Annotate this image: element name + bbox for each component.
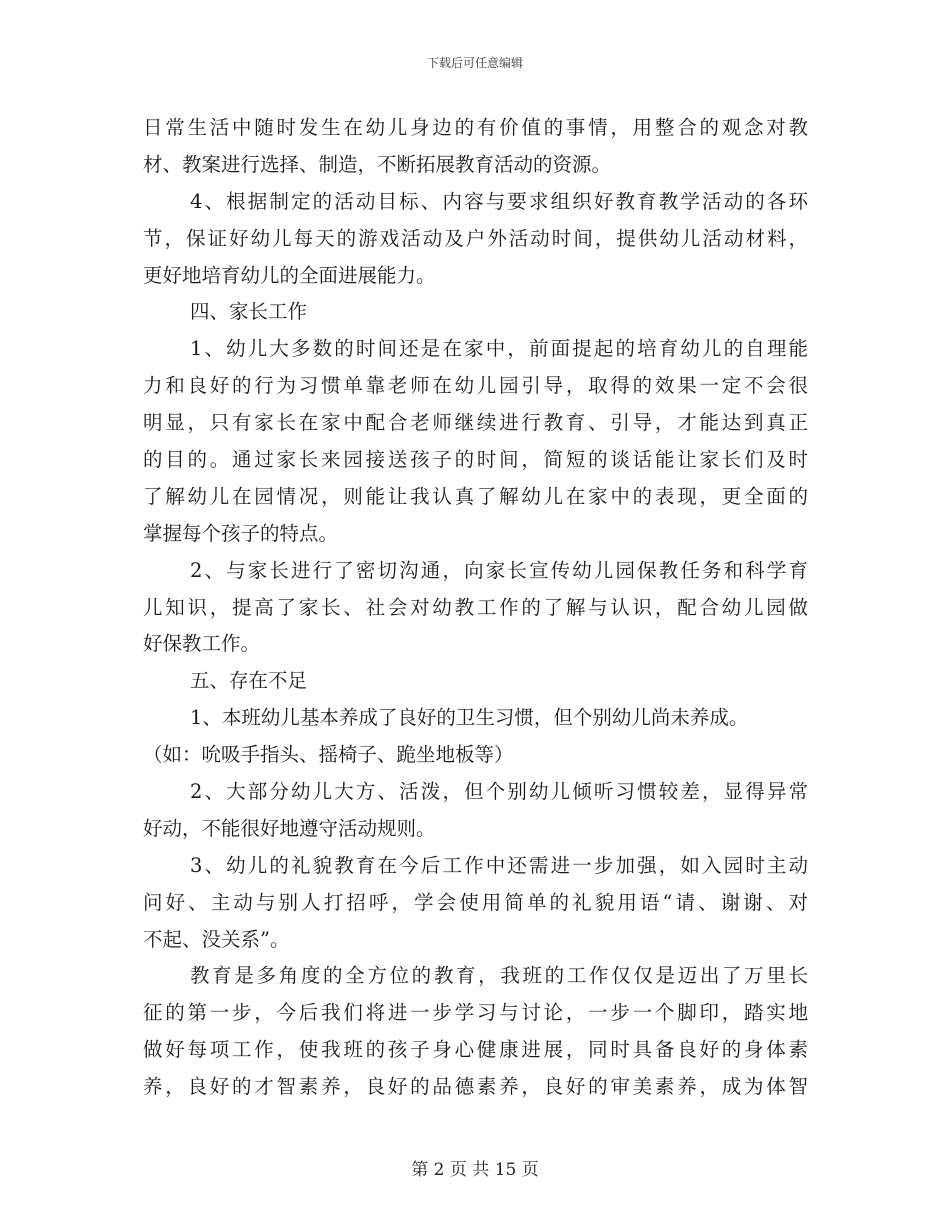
body-line: 1、本班幼儿基本养成了良好的卫生习惯，但个别幼儿尚未养成。 <box>190 706 749 730</box>
body-line: 2、大部分幼儿大方、活泼，但个别幼儿倾听习惯较差，显得异常 <box>190 780 808 804</box>
body-line: 更好地培育幼儿的全面进展能力。 <box>143 263 436 287</box>
body-line: 明显，只有家长在家中配合老师继续进行教育、引导，才能达到真正 <box>143 411 808 435</box>
body-line: （如：吮吸手指头、摇椅子、跪坐地板等） <box>143 743 514 767</box>
body-line: 好保教工作。 <box>143 632 261 656</box>
body-line: 掌握每个孩子的特点。 <box>143 521 339 545</box>
section-heading: 四、家长工作 <box>190 300 308 324</box>
page-number-footer: 第 2 页 共 15 页 <box>411 1160 539 1180</box>
body-line: 儿知识，提高了家长、社会对幼教工作的了解与认识，配合幼儿园做 <box>143 595 808 619</box>
body-line: 材、教案进行选择、制造，不断拓展教育活动的资源。 <box>143 152 612 176</box>
body-line: 的目的。通过家长来园接送孩子的时间，简短的谈话能让家长们及时 <box>143 448 808 472</box>
body-line: 4、根据制定的活动目标、内容与要求组织好教育教学活动的各环 <box>190 189 808 213</box>
body-line: 了解幼儿在园情况，则能让我认真了解幼儿在家中的表现，更全面的 <box>143 484 808 508</box>
section-heading: 五、存在不足 <box>190 669 308 693</box>
body-line: 力和良好的行为习惯单靠老师在幼儿园引导，取得的效果一定不会很 <box>143 374 808 398</box>
body-line: 好动，不能很好地遵守活动规则。 <box>143 816 436 840</box>
document-body <box>143 110 808 1106</box>
body-line: 3、幼儿的礼貌教育在今后工作中还需进一步加强，如入园时主动 <box>190 853 808 877</box>
body-line: 教育是多角度的全方位的教育，我班的工作仅仅是迈出了万里长 <box>190 964 808 988</box>
body-line: 不起、没关系”。 <box>143 927 290 951</box>
body-line: 2、与家长进行了密切沟通，向家长宣传幼儿园保教任务和科学育 <box>190 558 808 582</box>
body-line: 日常生活中随时发生在幼儿身边的有价值的事情，用整合的观念对教 <box>143 116 808 139</box>
body-line: 做好每项工作，使我班的孩子身心健康进展，同时具备良好的身体素 <box>143 1038 808 1062</box>
body-line: 节，保证好幼儿每天的游戏活动及户外活动时间，提供幼儿活动材料， <box>143 226 808 250</box>
body-line: 1、幼儿大多数的时间还是在家中，前面提起的培育幼儿的自理能 <box>190 337 808 361</box>
page-header-note: 下载后可任意编辑 <box>426 56 523 70</box>
body-line: 征的第一步，今后我们将进一步学习与讨论，一步一个脚印，踏实地 <box>143 1001 808 1025</box>
body-line: 问好、主动与别人打招呼，学会使用简单的礼貌用语“请、谢谢、对 <box>143 890 808 914</box>
body-line: 养，良好的才智素养，良好的品德素养，良好的审美素养，成为体智 <box>143 1075 808 1099</box>
